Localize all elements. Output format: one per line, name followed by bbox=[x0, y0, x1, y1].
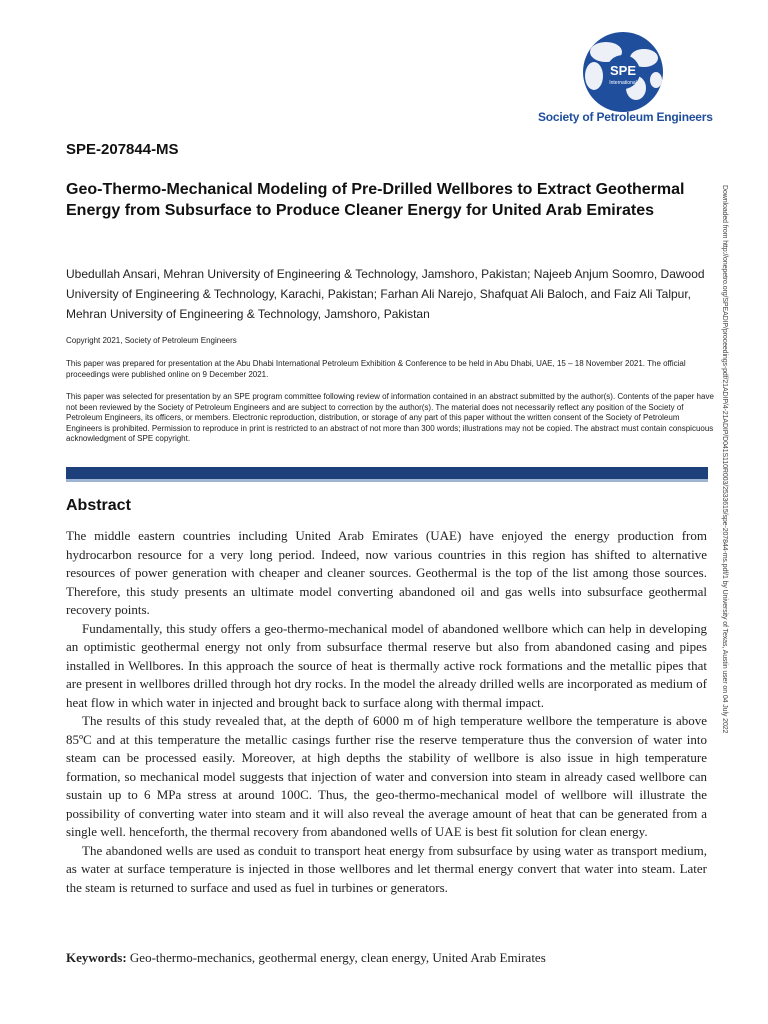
selection-note: This paper was selected for presentation by an SPE program committee following review of information contained in an abstract submitted by the author(s). Contents of the paper have not been reviewed by the Society of Petroleum Engineers and are subject to correction by the author(s). The material does not necessarily reflect any position of the Society of Petroleum Engineers, its officers, or members. Electronic reproduction, distribution, or storage of any part of this paper without the written consent of the Society of Petroleum Engineers is prohibited. Permission to reproduce in print is restricted to an abstract of not more than 300 words; illustrations may not be copied. The abstract must contain conspicuous acknowledgment of SPE copyright. bbox=[66, 392, 714, 443]
spe-logo bbox=[538, 30, 713, 126]
globe-icon bbox=[556, 30, 690, 114]
download-watermark: Downloaded from http://onepetro.org/SPEADIP/proceedings-pdf/21ADIP/4-21ADIP/D041S110R003/2533615/spe-207844-ms.pdf/1 by University of Texas, Austin user on 04 July 2022 bbox=[721, 185, 728, 734]
keywords-text: Geo-thermo-mechanics, geothermal energy, clean energy, United Arab Emirates bbox=[126, 950, 546, 965]
paper-title: Geo-Thermo-Mechanical Modeling of Pre-Drilled Wellbores to Extract Geothermal Energy from Subsurface to Produce Cleaner Energy for United Arab Emirates bbox=[66, 181, 685, 219]
logo-badge-subtext: International bbox=[609, 80, 637, 86]
abstract-paragraph: The middle eastern countries including United Arab Emirates (UAE) have enjoyed the energy production from hydrocarbon resource for a very long period. Indeed, now various countries in this region has shifted to alternative resources of power generation with cheaper and cleaner sources. Geothermal is the top of the list among those sources. Therefore, this study presents an ultimate model converting abandoned oil and gas wells into subsurface geothermal recovery points. bbox=[66, 528, 707, 617]
abstract-body bbox=[66, 527, 707, 897]
org-name: Society of Petroleum Engineers bbox=[538, 110, 713, 124]
author-list: Ubedullah Ansari, Mehran University of Engineering & Technology, Jamshoro, Pakistan; Najeeb Anjum Soomro, Dawood University of Engineering & Technology, Karachi, Pakistan; Farhan Ali Narejo, Shafquat Ali Baloch, and Faiz Ali Talpur, Mehran University of Engineering & Technology, Jamshoro, Pakistan bbox=[66, 267, 705, 321]
abstract-heading: Abstract bbox=[66, 497, 131, 514]
copyright-notice: Copyright 2021, Society of Petroleum Engineers bbox=[66, 336, 237, 345]
abstract-paragraph: The results of this study revealed that, at the depth of 6000 m of high temperature wellbore the temperature is above 85ºC and at this temperature the metallic casings further rise the reserve temperature thus the conversion of water into steam can be processed easily. Moreover, at high depths the stability of wellbore is also issue in high temperature formation, so mechanical model suggests that injection of water and conversion into steam in already cased wellbore can sustain up to 6 MPa stress at around 100C. Thus, the geo-thermo-mechanical model of wellbore will illustrate the possibility of converting water into steam and it will also reveal the average amount of heat that can be generated from a single well. henceforth, the thermal recovery from abandoned wells of UAE is best fit solution for clean energy. bbox=[66, 713, 707, 839]
logo-badge-text: SPE bbox=[609, 63, 637, 78]
keywords-label: Keywords: bbox=[66, 950, 127, 965]
abstract-paragraph: The abandoned wells are used as conduit to transport heat energy from subsurface by using water as transport medium, as water at surface temperature is injected in those wellbores and let thermal energy convert that water into steam. Later the steam is returned to surface and used as fuel in turbines or generators. bbox=[66, 842, 707, 895]
abstract-paragraph: Fundamentally, this study offers a geo-thermo-mechanical model of abandoned wellbore which can help in developing an optimistic geothermal energy not only from subsurface thermal reserve but also from abandoned casing and pipes installed in Wellbores. In this approach the source of heat is thermally active rock formations and the metallic pipes that are present in wellbores drilled through hot dry rocks. In the model the already drilled wells are incorporated as medium of heat flow in which water in injected and brought back to surface along with thermal impact. bbox=[66, 620, 707, 710]
preparation-note: This paper was prepared for presentation at the Abu Dhabi International Petroleum Exhibition & Conference to be held in Abu Dhabi, UAE, 15 – 18 November 2021. The official proceedings were published online on 9 December 2021. bbox=[66, 359, 686, 379]
section-divider bbox=[66, 467, 708, 482]
keywords bbox=[66, 950, 706, 966]
paper-id: SPE-207844-MS bbox=[66, 141, 179, 158]
